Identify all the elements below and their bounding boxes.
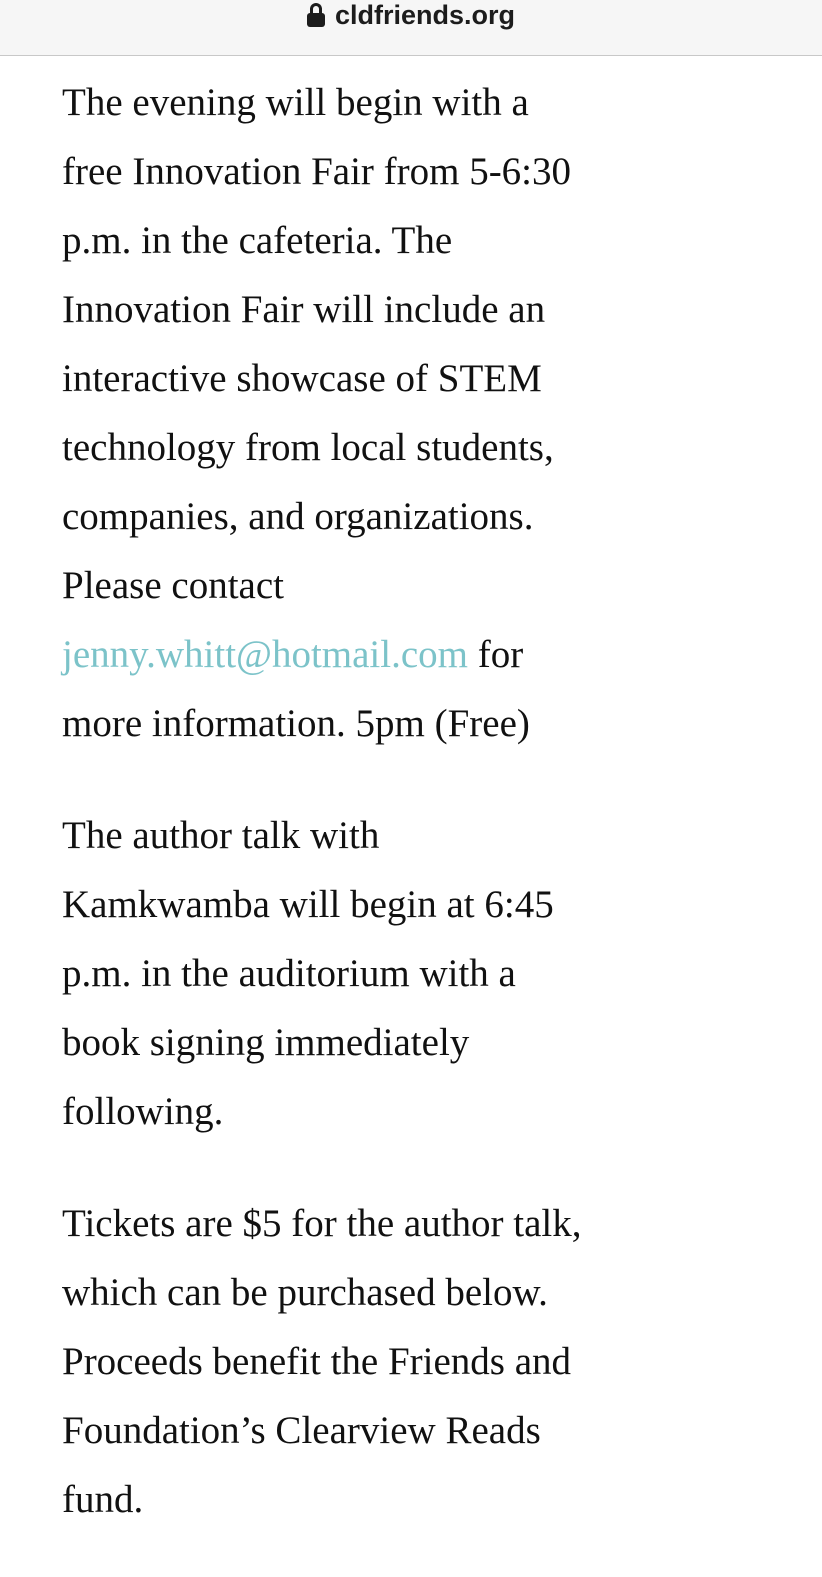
address-bar[interactable] xyxy=(0,0,822,56)
paragraph-tickets: Tickets are $5 for the author talk, which can be purchased below. Proceeds benefit the Friends and Foundation’s Clearview Reads fund. xyxy=(62,1202,582,1521)
lock-icon xyxy=(307,3,325,27)
email-link[interactable]: jenny.whitt@hotmail.com xyxy=(62,633,468,676)
paragraph-author-talk: The author talk with Kamkwamba will begin at 6:45 p.m. in the auditorium with a book signing immediately following. xyxy=(62,814,554,1133)
paragraph-text: for more information. 5pm (Free) xyxy=(62,633,530,745)
paragraph-text: The evening will begin with a free Innovation Fair from 5-6:30 p.m. in the cafeteria. The Innovation Fair will include an interactive showcase of STEM technology from local students, companies, and organizations. Please contact xyxy=(62,81,572,607)
url-text: cldfriends.org xyxy=(334,0,516,30)
url-display[interactable] xyxy=(0,0,822,35)
paragraph-innovation-fair xyxy=(62,68,592,758)
article-content xyxy=(62,68,592,1577)
